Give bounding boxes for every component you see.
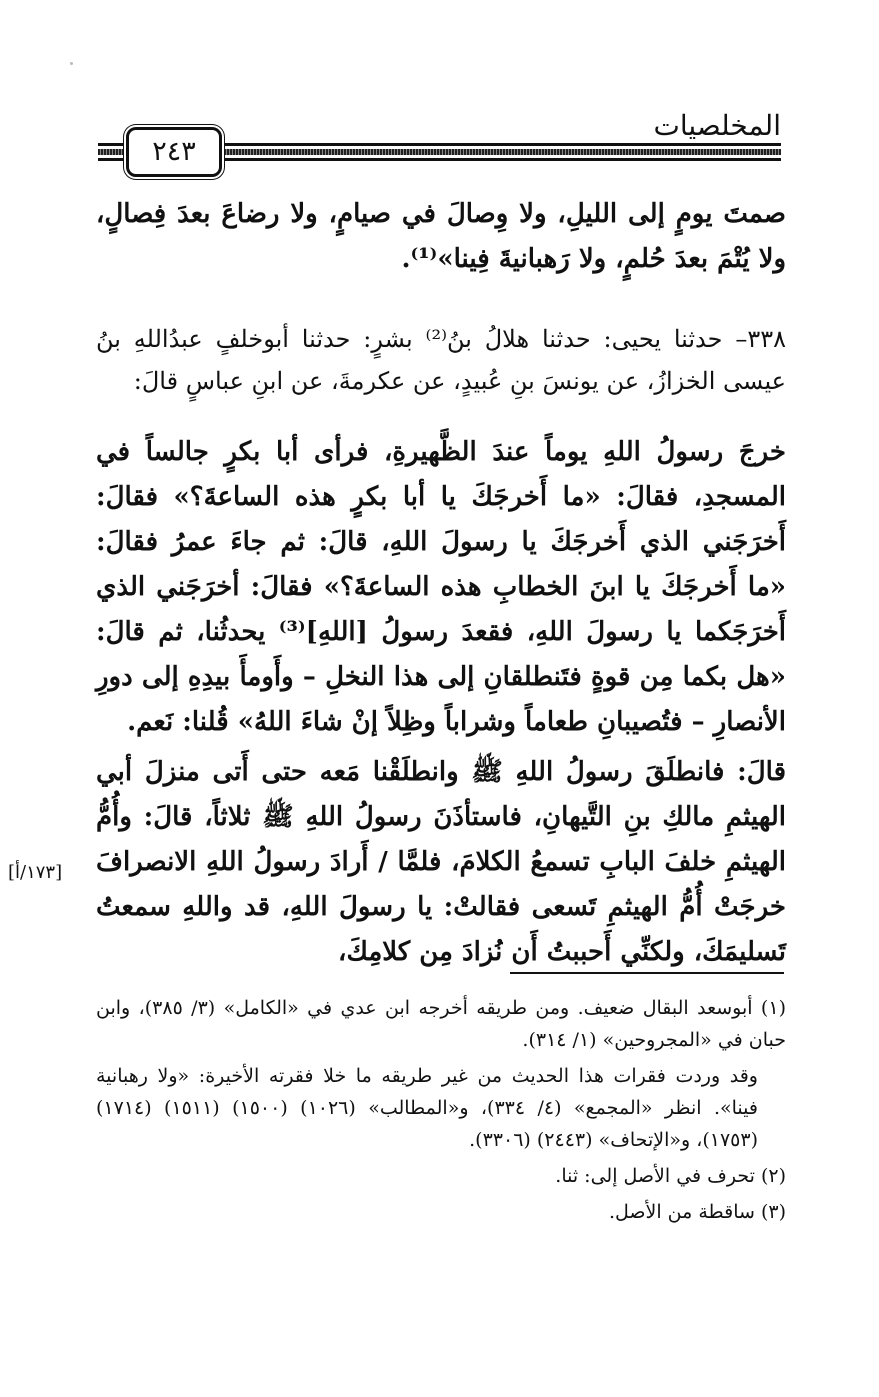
footnote-separator (510, 972, 784, 974)
hadith-isnad-text: ٣٣٨– حدثنا يحيى: حدثنا هلالُ بنُ⁽²⁾ بشرٍ: حدثنا أبوخلفٍ عبدُاللهِ بنُ عيسى الخزازُ، عن يونسَ بنِ عُبيدٍ، عن عكرمةَ، عن ابنِ عباسٍ قالَ: (96, 325, 786, 395)
page-number: ٢٤٣ (126, 127, 222, 177)
footnote-3: (٣) ساقطة من الأصل. (608, 1201, 786, 1223)
paragraph-1-text: صمتَ يومٍ إلى الليلِ، ولا وِصالَ في صيامٍ، ولا رضاعَ بعدَ فِصالٍ، ولا يُتْمَ بعدَ حُلمٍ، ولا رَهبانيةَ فِينا»⁽¹⁾. (96, 199, 786, 274)
running-title: المخلصيات (653, 109, 781, 142)
scan-speck (70, 62, 73, 65)
paragraph-4 (96, 750, 786, 975)
paragraph-1 (96, 192, 786, 282)
paragraph-3-text: خرجَ رسولُ اللهِ يوماً عندَ الظَّهيرةِ، فرأى أبا بكرٍ جالساً في المسجدِ، فقالَ: «ما أَخرجَكَ يا أبا بكرٍ هذه الساعةَ؟» فقالَ: أَخرَجَني الذي أَخرجَكَ يا رسولَ اللهِ، قالَ: ثم جاءَ عمرُ فقالَ: «ما أَخرجَكَ يا ابنَ الخطابِ هذه الساعةَ؟» فقالَ: أخرَجَني الذي أَخرَجَكما يا رسولَ اللهِ، فقعدَ رسولُ [اللهِ]⁽³⁾ يحدثُنا، ثم قالَ: «هل بكما مِن قوةٍ فتَنطلقانِ إلى هذا النخلِ – وأَومأَ بيدِهِ إلى دورِ الأنصارِ – فتُصيبانِ طعاماً وشراباً وظِلاً إنْ شاءَ اللهُ» قُلنا: نَعم. (96, 437, 787, 737)
footnote-2: (٢) تحرف في الأصل إلى: ثنا. (555, 1165, 786, 1187)
paragraph-4-text: قالَ: فانطلَقَ رسولُ اللهِ ﷺ وانطلَقْنا مَعه حتى أَتى منزلَ أبي الهيثمِ مالكِ بنِ التَّيهانِ، فاستأذَنَ رسولُ اللهِ ﷺ ثلاثاً، قالَ: وأُمُّ الهيثمِ خلفَ البابِ تسمعُ الكلامَ، فلمَّا / أَرادَ رسولُ اللهِ الانصرافَ خرجَتْ أُمُّ الهيثمِ تَسعى فقالتْ: يا رسولَ اللهِ، قد واللهِ سمعتُ تَسليمَكَ، ولكنِّي أَحببتُ أَن نُزادَ مِن كلامِكَ، (96, 757, 786, 967)
paragraph-3 (96, 430, 786, 745)
footnote-1: (١) أبوسعد البقال ضعيف. ومن طريقه أخرجه ابن عدي في «الكامل» (٣/ ٣٨٥)، وابن حبان في «المجروحين» (١/ ٣١٤). (96, 997, 786, 1051)
manuscript-folio-note: [١٧٣/أ] (8, 862, 63, 883)
footnotes (96, 992, 786, 1232)
hadith-isnad (96, 318, 786, 402)
footnote-1-continued: وقد وردت فقرات هذا الحديث من غير طريقه ما خلا فقرته الأخيرة: «ولا رهبانية فينا». انظر «المجمع» (٤/ ٣٣٤)، و«المطالب» (١٠٢٦) (١٥٠٠) (١٥١١) (١٧١٤) (١٧٥٣)، و«الإتحاف» (٢٤٤٣) (٣٣٠٦). (96, 1065, 758, 1151)
